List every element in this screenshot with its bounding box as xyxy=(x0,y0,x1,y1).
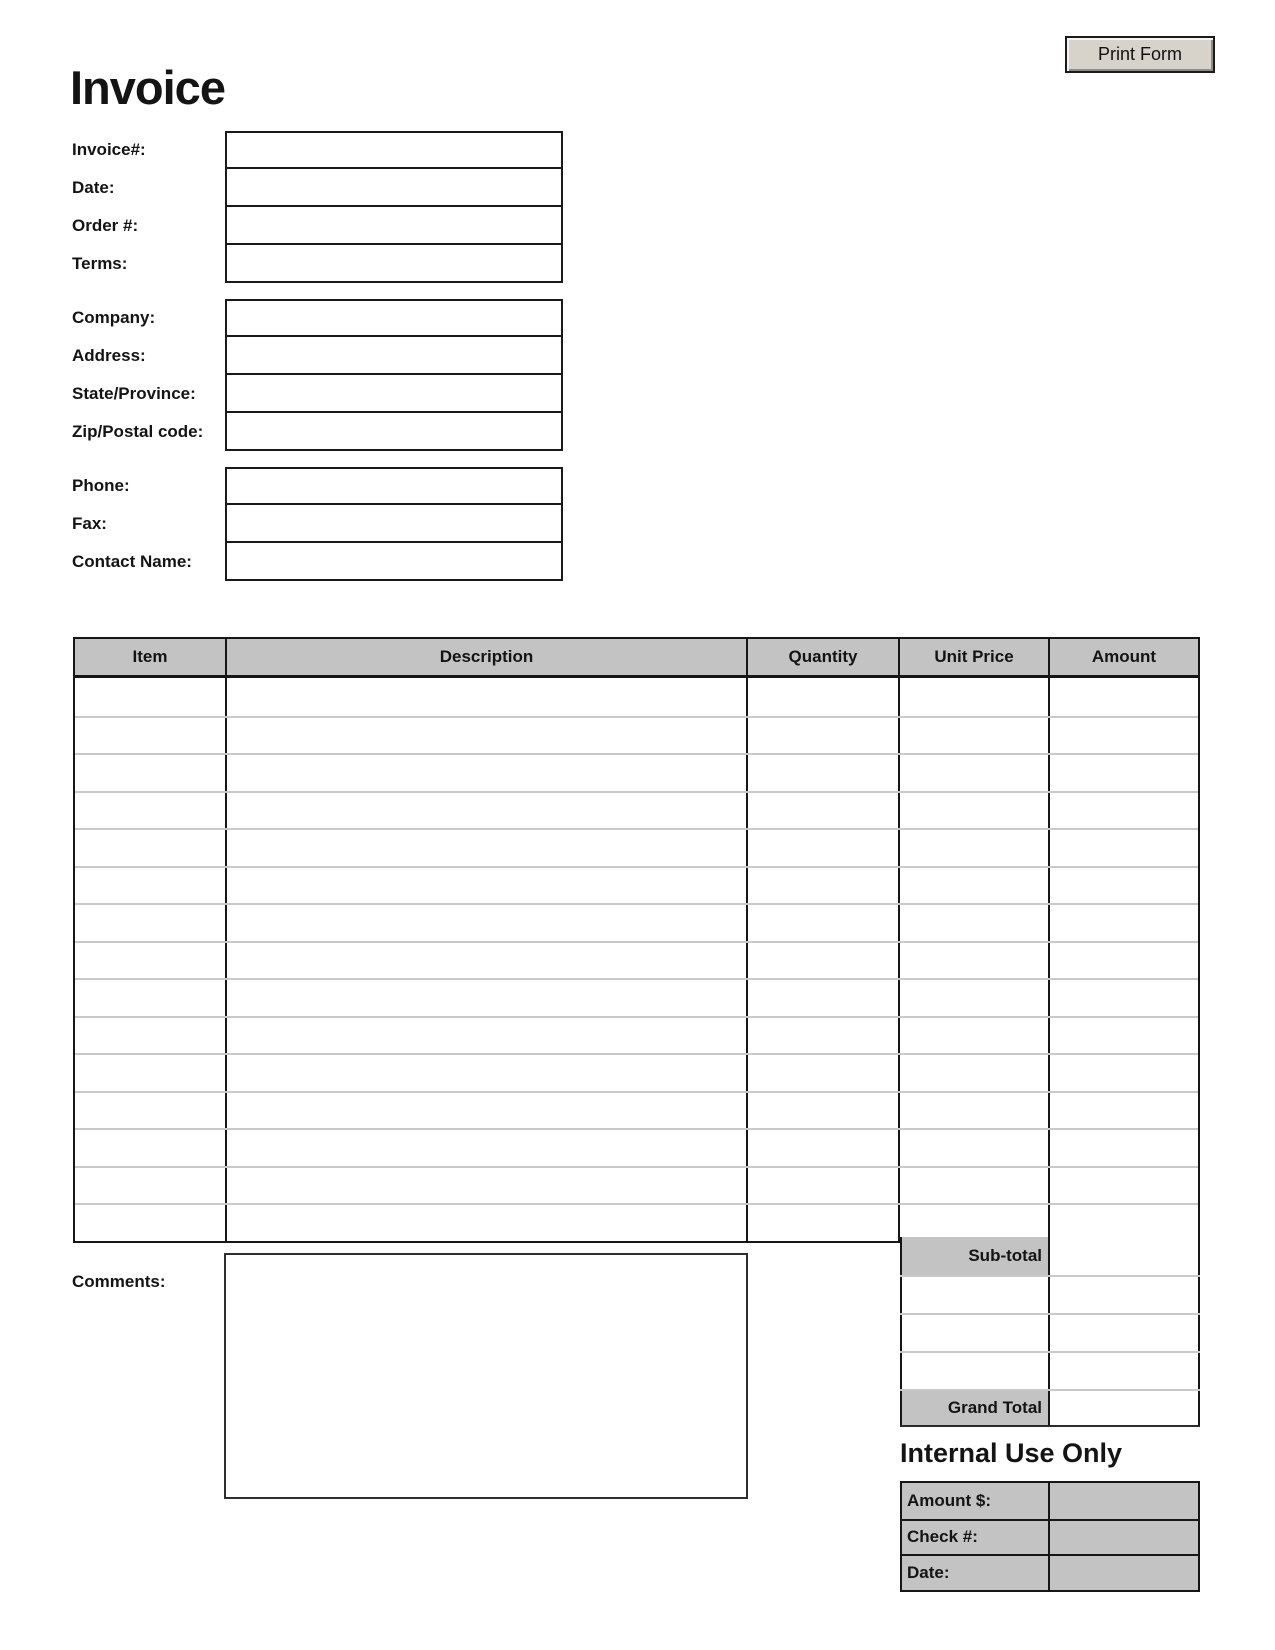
unit-price-cell[interactable] xyxy=(900,943,1050,979)
totals-blank-label xyxy=(900,1315,1050,1351)
contact-name-label: Contact Name: xyxy=(72,552,192,571)
item-cell[interactable] xyxy=(75,1205,227,1241)
table-row xyxy=(75,1166,1198,1204)
zip-postal-code-label: Zip/Postal code: xyxy=(72,422,204,441)
print-form-button[interactable]: Print Form xyxy=(1065,36,1215,73)
quantity-cell[interactable] xyxy=(748,793,900,829)
item-cell[interactable] xyxy=(75,1055,227,1091)
sub-total-value-cell[interactable] xyxy=(1050,1237,1200,1275)
company-label: Company: xyxy=(72,308,156,327)
item-cell[interactable] xyxy=(75,1130,227,1166)
totals-blank-label xyxy=(900,1277,1050,1313)
item-cell[interactable] xyxy=(75,905,227,941)
description-cell[interactable] xyxy=(227,1018,748,1054)
quantity-cell[interactable] xyxy=(748,755,900,791)
amount-cell[interactable] xyxy=(1050,1130,1198,1166)
check-value-cell[interactable] xyxy=(1050,1521,1198,1555)
terms-label: Terms: xyxy=(72,254,128,273)
unit-price-cell[interactable] xyxy=(900,1130,1050,1166)
invoice-label: Invoice#: xyxy=(72,140,146,159)
amount-cell[interactable] xyxy=(1050,1093,1198,1129)
item-cell[interactable] xyxy=(75,830,227,866)
unit-price-cell[interactable] xyxy=(900,980,1050,1016)
line-items-header-row xyxy=(75,639,1198,678)
table-row xyxy=(75,1053,1198,1091)
amount-cell[interactable] xyxy=(1050,678,1198,716)
sub-total-label: Sub-total xyxy=(900,1237,1050,1275)
table-row xyxy=(75,716,1198,754)
unit-price-cell[interactable] xyxy=(900,678,1050,716)
column-header-amount: Amount xyxy=(1091,647,1157,666)
internal-use-row xyxy=(902,1554,1198,1590)
grand-total-label: Grand Total xyxy=(900,1391,1050,1425)
description-cell[interactable] xyxy=(227,1055,748,1091)
unit-price-cell[interactable] xyxy=(900,1018,1050,1054)
terms-field[interactable] xyxy=(225,245,563,283)
quantity-cell[interactable] xyxy=(748,1018,900,1054)
table-row xyxy=(75,753,1198,791)
item-cell[interactable] xyxy=(75,793,227,829)
amount-cell[interactable] xyxy=(1050,1205,1198,1241)
internal-use-table xyxy=(900,1481,1200,1592)
internal-use-row xyxy=(902,1483,1198,1519)
amount-cell[interactable] xyxy=(1050,718,1198,754)
item-cell[interactable] xyxy=(75,1018,227,1054)
quantity-cell[interactable] xyxy=(748,943,900,979)
column-header-unit-price: Unit Price xyxy=(900,639,1050,675)
table-row xyxy=(75,1091,1198,1129)
amount-cell[interactable] xyxy=(1050,943,1198,979)
totals-blank-value-cell[interactable] xyxy=(1050,1315,1200,1351)
column-header-quantity: Quantity xyxy=(748,639,900,675)
unit-price-cell[interactable] xyxy=(900,718,1050,754)
description-cell[interactable] xyxy=(227,1130,748,1166)
table-row xyxy=(75,941,1198,979)
phone-field[interactable] xyxy=(225,467,563,505)
totals-row xyxy=(900,1275,1200,1313)
contact-name-field[interactable] xyxy=(225,543,563,581)
table-row xyxy=(75,1016,1198,1054)
table-row xyxy=(75,678,1198,716)
amount-cell[interactable] xyxy=(1050,868,1198,904)
quantity-cell[interactable] xyxy=(748,1130,900,1166)
state-province-label: State/Province: xyxy=(72,384,196,403)
address-label: Address: xyxy=(72,346,146,365)
item-cell[interactable] xyxy=(75,1093,227,1129)
unit-price-cell[interactable] xyxy=(900,1168,1050,1204)
address-field[interactable] xyxy=(225,337,563,375)
date-field[interactable] xyxy=(225,169,563,207)
grand-total-value-cell[interactable] xyxy=(1050,1391,1200,1425)
item-cell[interactable] xyxy=(75,980,227,1016)
table-row xyxy=(75,903,1198,941)
line-items-table xyxy=(73,637,1200,1243)
quantity-cell[interactable] xyxy=(748,678,900,716)
quantity-cell[interactable] xyxy=(748,1205,900,1241)
order-label: Order #: xyxy=(72,216,139,235)
unit-price-cell[interactable] xyxy=(900,868,1050,904)
item-cell[interactable] xyxy=(75,1168,227,1204)
description-cell[interactable] xyxy=(227,868,748,904)
contact-info-fields xyxy=(72,467,563,581)
unit-price-cell[interactable] xyxy=(900,1205,1050,1241)
item-cell[interactable] xyxy=(75,718,227,754)
table-row xyxy=(75,866,1198,904)
quantity-cell[interactable] xyxy=(748,1093,900,1129)
totals-row xyxy=(900,1313,1200,1351)
order-field[interactable] xyxy=(225,207,563,245)
phone-label: Phone: xyxy=(72,476,130,495)
unit-price-cell[interactable] xyxy=(900,1055,1050,1091)
description-cell[interactable] xyxy=(227,980,748,1016)
description-cell[interactable] xyxy=(227,830,748,866)
fax-label: Fax: xyxy=(72,514,107,533)
description-cell[interactable] xyxy=(227,1168,748,1204)
comments-label: Comments: xyxy=(72,1272,166,1291)
totals-row xyxy=(900,1389,1200,1427)
column-header-description: Description xyxy=(227,639,748,675)
amount-cell[interactable] xyxy=(1050,980,1198,1016)
amount-cell[interactable] xyxy=(1050,905,1198,941)
unit-price-cell[interactable] xyxy=(900,905,1050,941)
table-row xyxy=(75,978,1198,1016)
fax-field[interactable] xyxy=(225,505,563,543)
invoice-info-fields xyxy=(72,131,563,283)
item-cell[interactable] xyxy=(75,755,227,791)
unit-price-cell[interactable] xyxy=(900,793,1050,829)
totals-blank-value-cell[interactable] xyxy=(1050,1353,1200,1389)
company-info-fields xyxy=(72,299,563,451)
date-value-cell[interactable] xyxy=(1050,1556,1198,1590)
column-header-item: Item xyxy=(75,639,227,675)
amount-cell[interactable] xyxy=(1050,793,1198,829)
quantity-cell[interactable] xyxy=(748,905,900,941)
table-row xyxy=(75,1203,1198,1241)
state-province-field[interactable] xyxy=(225,375,563,413)
totals-blank-value-cell[interactable] xyxy=(1050,1277,1200,1313)
totals-table xyxy=(900,1237,1200,1427)
zip-postal-code-field[interactable] xyxy=(225,413,563,451)
totals-blank-label xyxy=(900,1353,1050,1389)
date-label: Date: xyxy=(72,178,115,197)
company-field[interactable] xyxy=(225,299,563,337)
amount-value-cell[interactable] xyxy=(1050,1483,1198,1519)
amount-cell[interactable] xyxy=(1050,1055,1198,1091)
table-row xyxy=(75,791,1198,829)
amount-label: Amount $: xyxy=(902,1483,1050,1519)
totals-row xyxy=(900,1237,1200,1275)
quantity-cell[interactable] xyxy=(748,718,900,754)
description-cell[interactable] xyxy=(227,905,748,941)
amount-cell[interactable] xyxy=(1050,755,1198,791)
description-cell[interactable] xyxy=(227,1093,748,1129)
internal-use-title: Internal Use Only xyxy=(900,1438,1123,1468)
quantity-cell[interactable] xyxy=(748,868,900,904)
page-title: Invoice xyxy=(70,61,225,114)
check-label: Check #: xyxy=(902,1521,1050,1555)
item-cell[interactable] xyxy=(75,868,227,904)
date-label: Date: xyxy=(902,1556,1050,1590)
description-cell[interactable] xyxy=(227,718,748,754)
unit-price-cell[interactable] xyxy=(900,755,1050,791)
description-cell[interactable] xyxy=(227,678,748,716)
description-cell[interactable] xyxy=(227,943,748,979)
unit-price-cell[interactable] xyxy=(900,830,1050,866)
item-cell[interactable] xyxy=(75,678,227,716)
totals-row xyxy=(900,1351,1200,1389)
quantity-cell[interactable] xyxy=(748,1168,900,1204)
item-cell[interactable] xyxy=(75,943,227,979)
amount-cell[interactable] xyxy=(1050,830,1198,866)
quantity-cell[interactable] xyxy=(748,830,900,866)
amount-cell[interactable] xyxy=(1050,1168,1198,1204)
description-cell[interactable] xyxy=(227,755,748,791)
description-cell[interactable] xyxy=(227,793,748,829)
table-row xyxy=(75,828,1198,866)
internal-use-row xyxy=(902,1519,1198,1555)
quantity-cell[interactable] xyxy=(748,980,900,1016)
table-row xyxy=(75,1128,1198,1166)
description-cell[interactable] xyxy=(227,1205,748,1241)
quantity-cell[interactable] xyxy=(748,1055,900,1091)
unit-price-cell[interactable] xyxy=(900,1093,1050,1129)
comments-box[interactable] xyxy=(224,1253,748,1499)
invoice-field[interactable] xyxy=(225,131,563,169)
amount-cell[interactable] xyxy=(1050,1018,1198,1054)
